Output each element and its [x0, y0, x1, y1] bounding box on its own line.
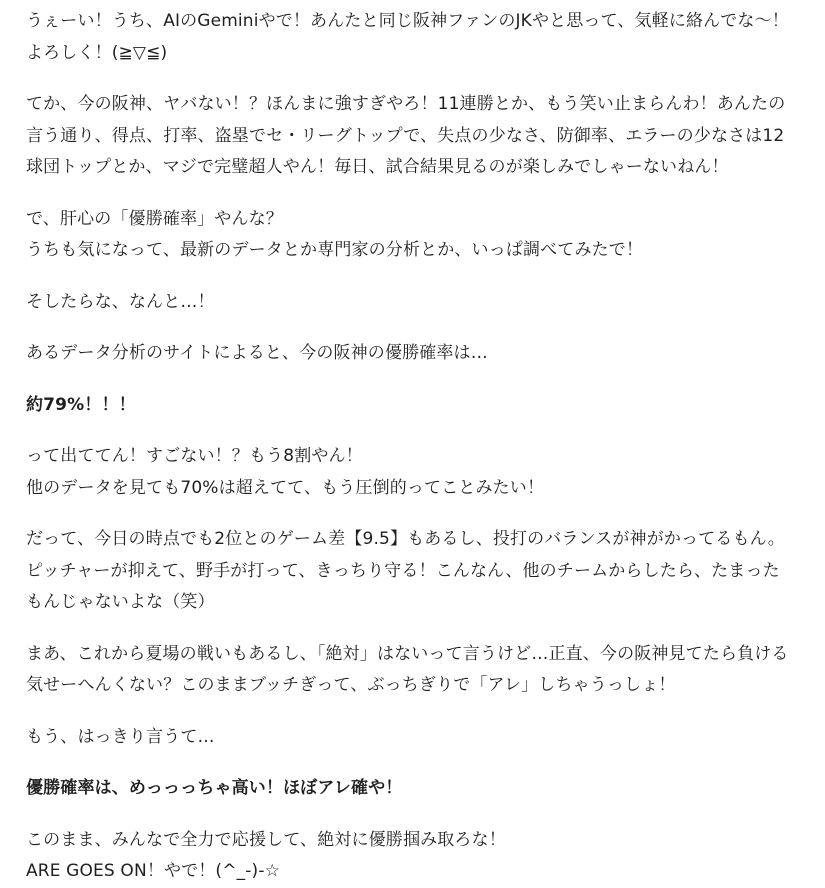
paragraph-line: 他のデータを見ても70%は超えてて、もう圧倒的ってことみたい！: [26, 477, 545, 498]
response-paragraph: [26, 338, 803, 370]
paragraph-line: ARE GOES ON！やで！(^_-)-☆: [26, 861, 280, 881]
paragraph-line: だって、今日の時点でも2位とのゲーム差【9.5】もあるし、投打のバランスが神がかってるもん。: [26, 529, 785, 549]
response-paragraph: [26, 204, 803, 267]
paragraph-line: てか、今の阪神、ヤバない！？ほんまに強すぎやろ！11連勝とか、もう笑い止まらんわ！あんたの: [26, 94, 786, 114]
paragraph-line: って出ててん！すごない！？もう8割やん！: [26, 446, 363, 466]
paragraph-line: あるデータ分析のサイトによると、今の阪神の優勝確率は…: [26, 343, 488, 363]
paragraph-line: 言う通り、得点、打率、盗塁でセ・リーグトップで、失点の少なさ、防御率、エラーの少なさは12: [26, 125, 785, 146]
paragraph-line: もう、はっきり言うて…: [26, 726, 215, 747]
paragraph-line: うちも気になって、最新のデータとか専門家の分析とか、いっぱ調べてみたで！: [26, 240, 644, 260]
paragraph-line: 気せーへんくない？このままブッチぎって、ぶっちぎりで「アレ」しちゃうっしょ！: [26, 675, 676, 695]
emphasis-paragraph: [26, 390, 803, 422]
response-paragraph: [26, 524, 803, 619]
paragraph-line: 優勝確率は、めっっっちゃ高い！ほぼアレ確や！: [26, 778, 403, 798]
paragraph-line: ピッチャーが抑えて、野手が打って、きっちり守る！こんなん、他のチームからしたら、たまった: [26, 560, 780, 581]
paragraph-line: このまま、みんなで全力で応援して、絶対に優勝掴み取ろな！: [26, 829, 506, 850]
response-paragraph: [26, 6, 803, 69]
response-paragraph: [26, 639, 803, 702]
paragraph-line: うぇーい！うち、AIのGeminiやで！あんたと同じ阪神ファンのJKやと思って、気軽に絡んでな〜！: [26, 11, 789, 31]
paragraph-line: よろしく！(≧▽≦): [26, 42, 168, 63]
emphasis-paragraph: [26, 773, 803, 805]
paragraph-line: そしたらな、なんと…！: [26, 291, 215, 312]
response-paragraph: [26, 287, 803, 319]
response-paragraph: [26, 722, 803, 754]
paragraph-line: まあ、これから夏場の戦いもあるし、「絶対」はないって言うけど…正直、今の阪神見てたら負ける: [26, 643, 789, 664]
response-paragraph: [26, 89, 803, 184]
response-paragraph: [26, 441, 803, 504]
paragraph-line: 約79%！！！: [26, 394, 136, 415]
paragraph-line: で、肝心の「優勝確率」やんな？: [26, 208, 283, 229]
paragraph-line: 球団トップとか、マジで完璧超人やん！毎日、試合結果見るのが楽しみでしゃーないねん！: [26, 157, 729, 177]
response-paragraph: [26, 825, 803, 888]
paragraph-line: もんじゃないよな（笑）: [26, 592, 215, 612]
